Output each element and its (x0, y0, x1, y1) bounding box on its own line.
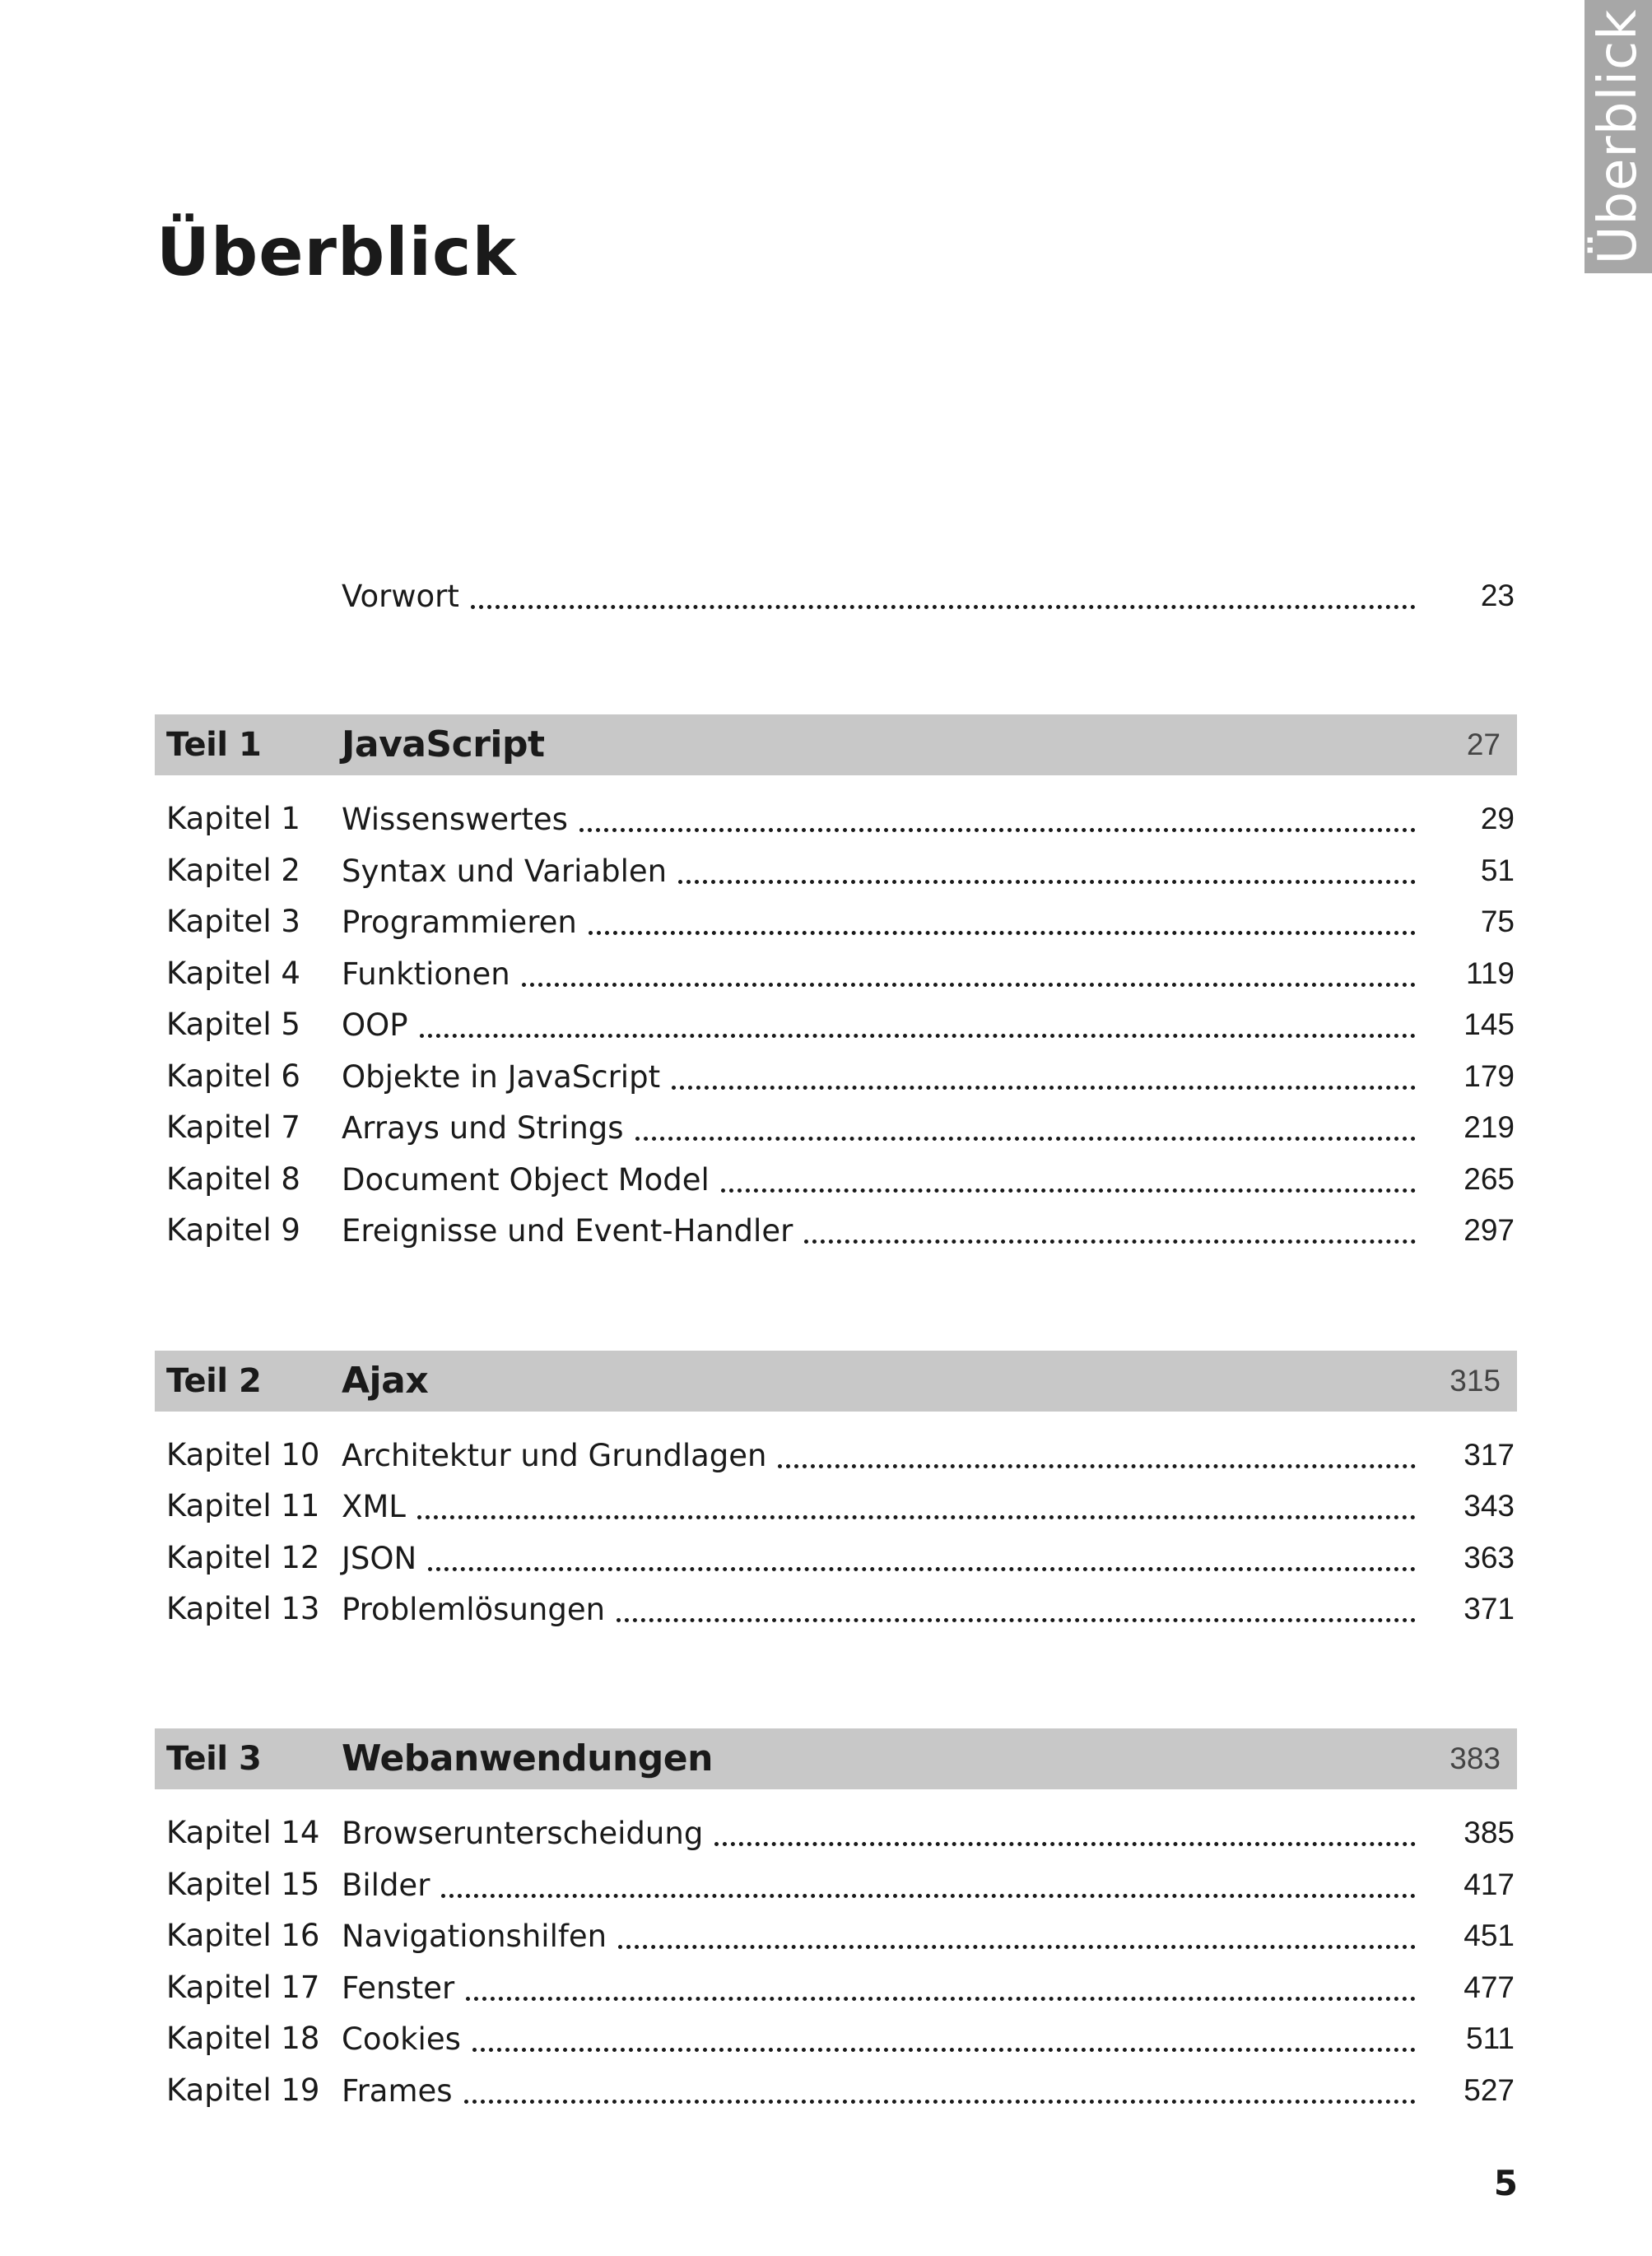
chapter-number: Kapitel 8 (166, 1161, 300, 1197)
chapter-page: 511 (1466, 2021, 1515, 2055)
part-title: JavaScript (342, 723, 545, 765)
part-page: 383 (1450, 1742, 1501, 1775)
dot-leader (420, 1034, 1416, 1038)
chapter-number: Kapitel 14 (166, 1815, 320, 1850)
page-title: Überblick (156, 214, 517, 291)
chapter-title: Browserunterscheidung (342, 1815, 704, 1851)
chapter-number: Kapitel 6 (166, 1058, 300, 1094)
chapter-page: 29 (1480, 802, 1515, 835)
toc-entry-chapter-15[interactable] (156, 1860, 1515, 1909)
dot-leader (464, 2100, 1416, 2104)
dot-leader (471, 605, 1416, 609)
toc-entry-chapter-18[interactable] (156, 2014, 1515, 2063)
chapter-title: OOP (342, 1007, 408, 1043)
chapter-number: Kapitel 4 (166, 956, 300, 991)
side-tab-label: Überblick (1588, 8, 1649, 265)
toc-entry-chapter-11[interactable] (156, 1482, 1515, 1531)
part-number: Teil 1 (166, 726, 262, 764)
chapter-title: JSON (342, 1540, 417, 1576)
chapter-page: 451 (1464, 1919, 1515, 1952)
part-header-3[interactable] (155, 1728, 1517, 1789)
dot-leader (417, 1515, 1416, 1519)
chapter-title: XML (342, 1488, 406, 1524)
toc-entry-chapter-6[interactable] (156, 1052, 1515, 1101)
dot-leader (721, 1188, 1416, 1193)
chapter-title: Bilder (342, 1867, 430, 1903)
side-tab (1585, 0, 1652, 273)
chapter-number: Kapitel 5 (166, 1007, 300, 1042)
dot-leader (589, 931, 1416, 935)
chapter-number: Kapitel 13 (166, 1591, 320, 1626)
toc-entry-chapter-17[interactable] (156, 1963, 1515, 2012)
toc-entry-chapter-9[interactable] (156, 1206, 1515, 1255)
chapter-page: 75 (1480, 905, 1515, 938)
chapter-page: 297 (1464, 1213, 1515, 1247)
toc-entry-chapter-14[interactable] (156, 1808, 1515, 1858)
chapter-title: Programmieren (342, 904, 577, 940)
toc-entry-chapter-10[interactable] (156, 1430, 1515, 1480)
chapter-title: Architektur und Grundlagen (342, 1437, 767, 1473)
part-page: 315 (1450, 1364, 1501, 1398)
dot-leader (618, 1945, 1416, 1949)
part-page: 27 (1466, 728, 1501, 761)
part-title: Ajax (342, 1360, 429, 1402)
chapter-page: 145 (1464, 1007, 1515, 1041)
dot-leader (714, 1842, 1416, 1846)
chapter-number: Kapitel 3 (166, 904, 300, 939)
chapter-page: 385 (1464, 1816, 1515, 1849)
dot-leader (522, 983, 1416, 987)
chapter-page: 477 (1464, 1970, 1515, 2004)
toc-entry-chapter-19[interactable] (156, 2066, 1515, 2115)
chapter-title: Ereignisse und Event-Handler (342, 1212, 793, 1249)
chapter-page: 371 (1464, 1592, 1515, 1626)
chapter-title: Frames (342, 2072, 453, 2109)
dot-leader (678, 880, 1416, 884)
chapter-number: Kapitel 19 (166, 2072, 320, 2108)
chapter-page: 527 (1464, 2073, 1515, 2107)
toc-entry-chapter-12[interactable] (156, 1533, 1515, 1583)
chapter-title: Objekte in JavaScript (342, 1058, 661, 1095)
dot-leader (672, 1086, 1416, 1090)
chapter-page: 219 (1464, 1110, 1515, 1144)
chapter-title: Syntax und Variablen (342, 853, 668, 889)
chapter-title: Arrays und Strings (342, 1109, 624, 1146)
part-header-2[interactable] (155, 1351, 1517, 1412)
chapter-number: Kapitel 11 (166, 1488, 320, 1523)
entry-title: Vorwort (342, 578, 459, 614)
toc-entry-chapter-13[interactable] (156, 1584, 1515, 1634)
chapter-page: 119 (1466, 956, 1515, 990)
chapter-title: Wissenswertes (342, 801, 568, 837)
chapter-number: Kapitel 16 (166, 1918, 320, 1953)
chapter-page: 343 (1464, 1489, 1515, 1523)
toc-entry-preface[interactable] (156, 571, 1515, 621)
dot-leader (579, 828, 1416, 832)
chapter-page: 417 (1464, 1868, 1515, 1901)
part-header-1[interactable] (155, 714, 1517, 775)
dot-leader (466, 1997, 1416, 2001)
chapter-number: Kapitel 2 (166, 853, 300, 888)
chapter-page: 363 (1464, 1541, 1515, 1575)
chapter-page: 265 (1464, 1162, 1515, 1196)
chapter-number: Kapitel 12 (166, 1540, 320, 1575)
dot-leader (428, 1567, 1416, 1571)
dot-leader (635, 1137, 1416, 1141)
toc-entry-chapter-8[interactable] (156, 1155, 1515, 1204)
part-number: Teil 3 (166, 1740, 262, 1778)
part-number: Teil 2 (166, 1362, 262, 1400)
chapter-number: Kapitel 15 (166, 1867, 320, 1902)
chapter-number: Kapitel 17 (166, 1970, 320, 2005)
chapter-page: 179 (1464, 1059, 1515, 1093)
chapter-title: Funktionen (342, 956, 510, 992)
dot-leader (617, 1618, 1416, 1622)
chapter-number: Kapitel 7 (166, 1109, 300, 1145)
toc-entry-chapter-1[interactable] (156, 794, 1515, 844)
dot-leader (472, 2048, 1416, 2052)
page-number: 5 (1493, 2163, 1518, 2203)
chapter-title: Document Object Model (342, 1161, 710, 1198)
dot-leader (778, 1464, 1416, 1468)
chapter-number: Kapitel 18 (166, 2021, 320, 2056)
entry-page: 23 (1480, 579, 1515, 612)
toc-entry-chapter-5[interactable] (156, 1000, 1515, 1049)
part-title: Webanwendungen (342, 1737, 713, 1779)
toc-entry-chapter-3[interactable] (156, 897, 1515, 947)
chapter-number: Kapitel 10 (166, 1437, 320, 1472)
toc-entry-chapter-4[interactable] (156, 949, 1515, 998)
dot-leader (441, 1894, 1416, 1898)
chapter-number: Kapitel 9 (166, 1212, 300, 1248)
toc-entry-chapter-7[interactable] (156, 1103, 1515, 1152)
chapter-title: Cookies (342, 2021, 461, 2057)
chapter-title: Problemlösungen (342, 1591, 606, 1627)
chapter-number: Kapitel 1 (166, 801, 300, 836)
chapter-page: 51 (1480, 854, 1515, 887)
chapter-page: 317 (1464, 1438, 1515, 1472)
toc-entry-chapter-2[interactable] (156, 846, 1515, 895)
toc-entry-chapter-16[interactable] (156, 1911, 1515, 1961)
dot-leader (804, 1240, 1416, 1244)
chapter-title: Navigationshilfen (342, 1918, 607, 1954)
chapter-title: Fenster (342, 1970, 455, 2006)
